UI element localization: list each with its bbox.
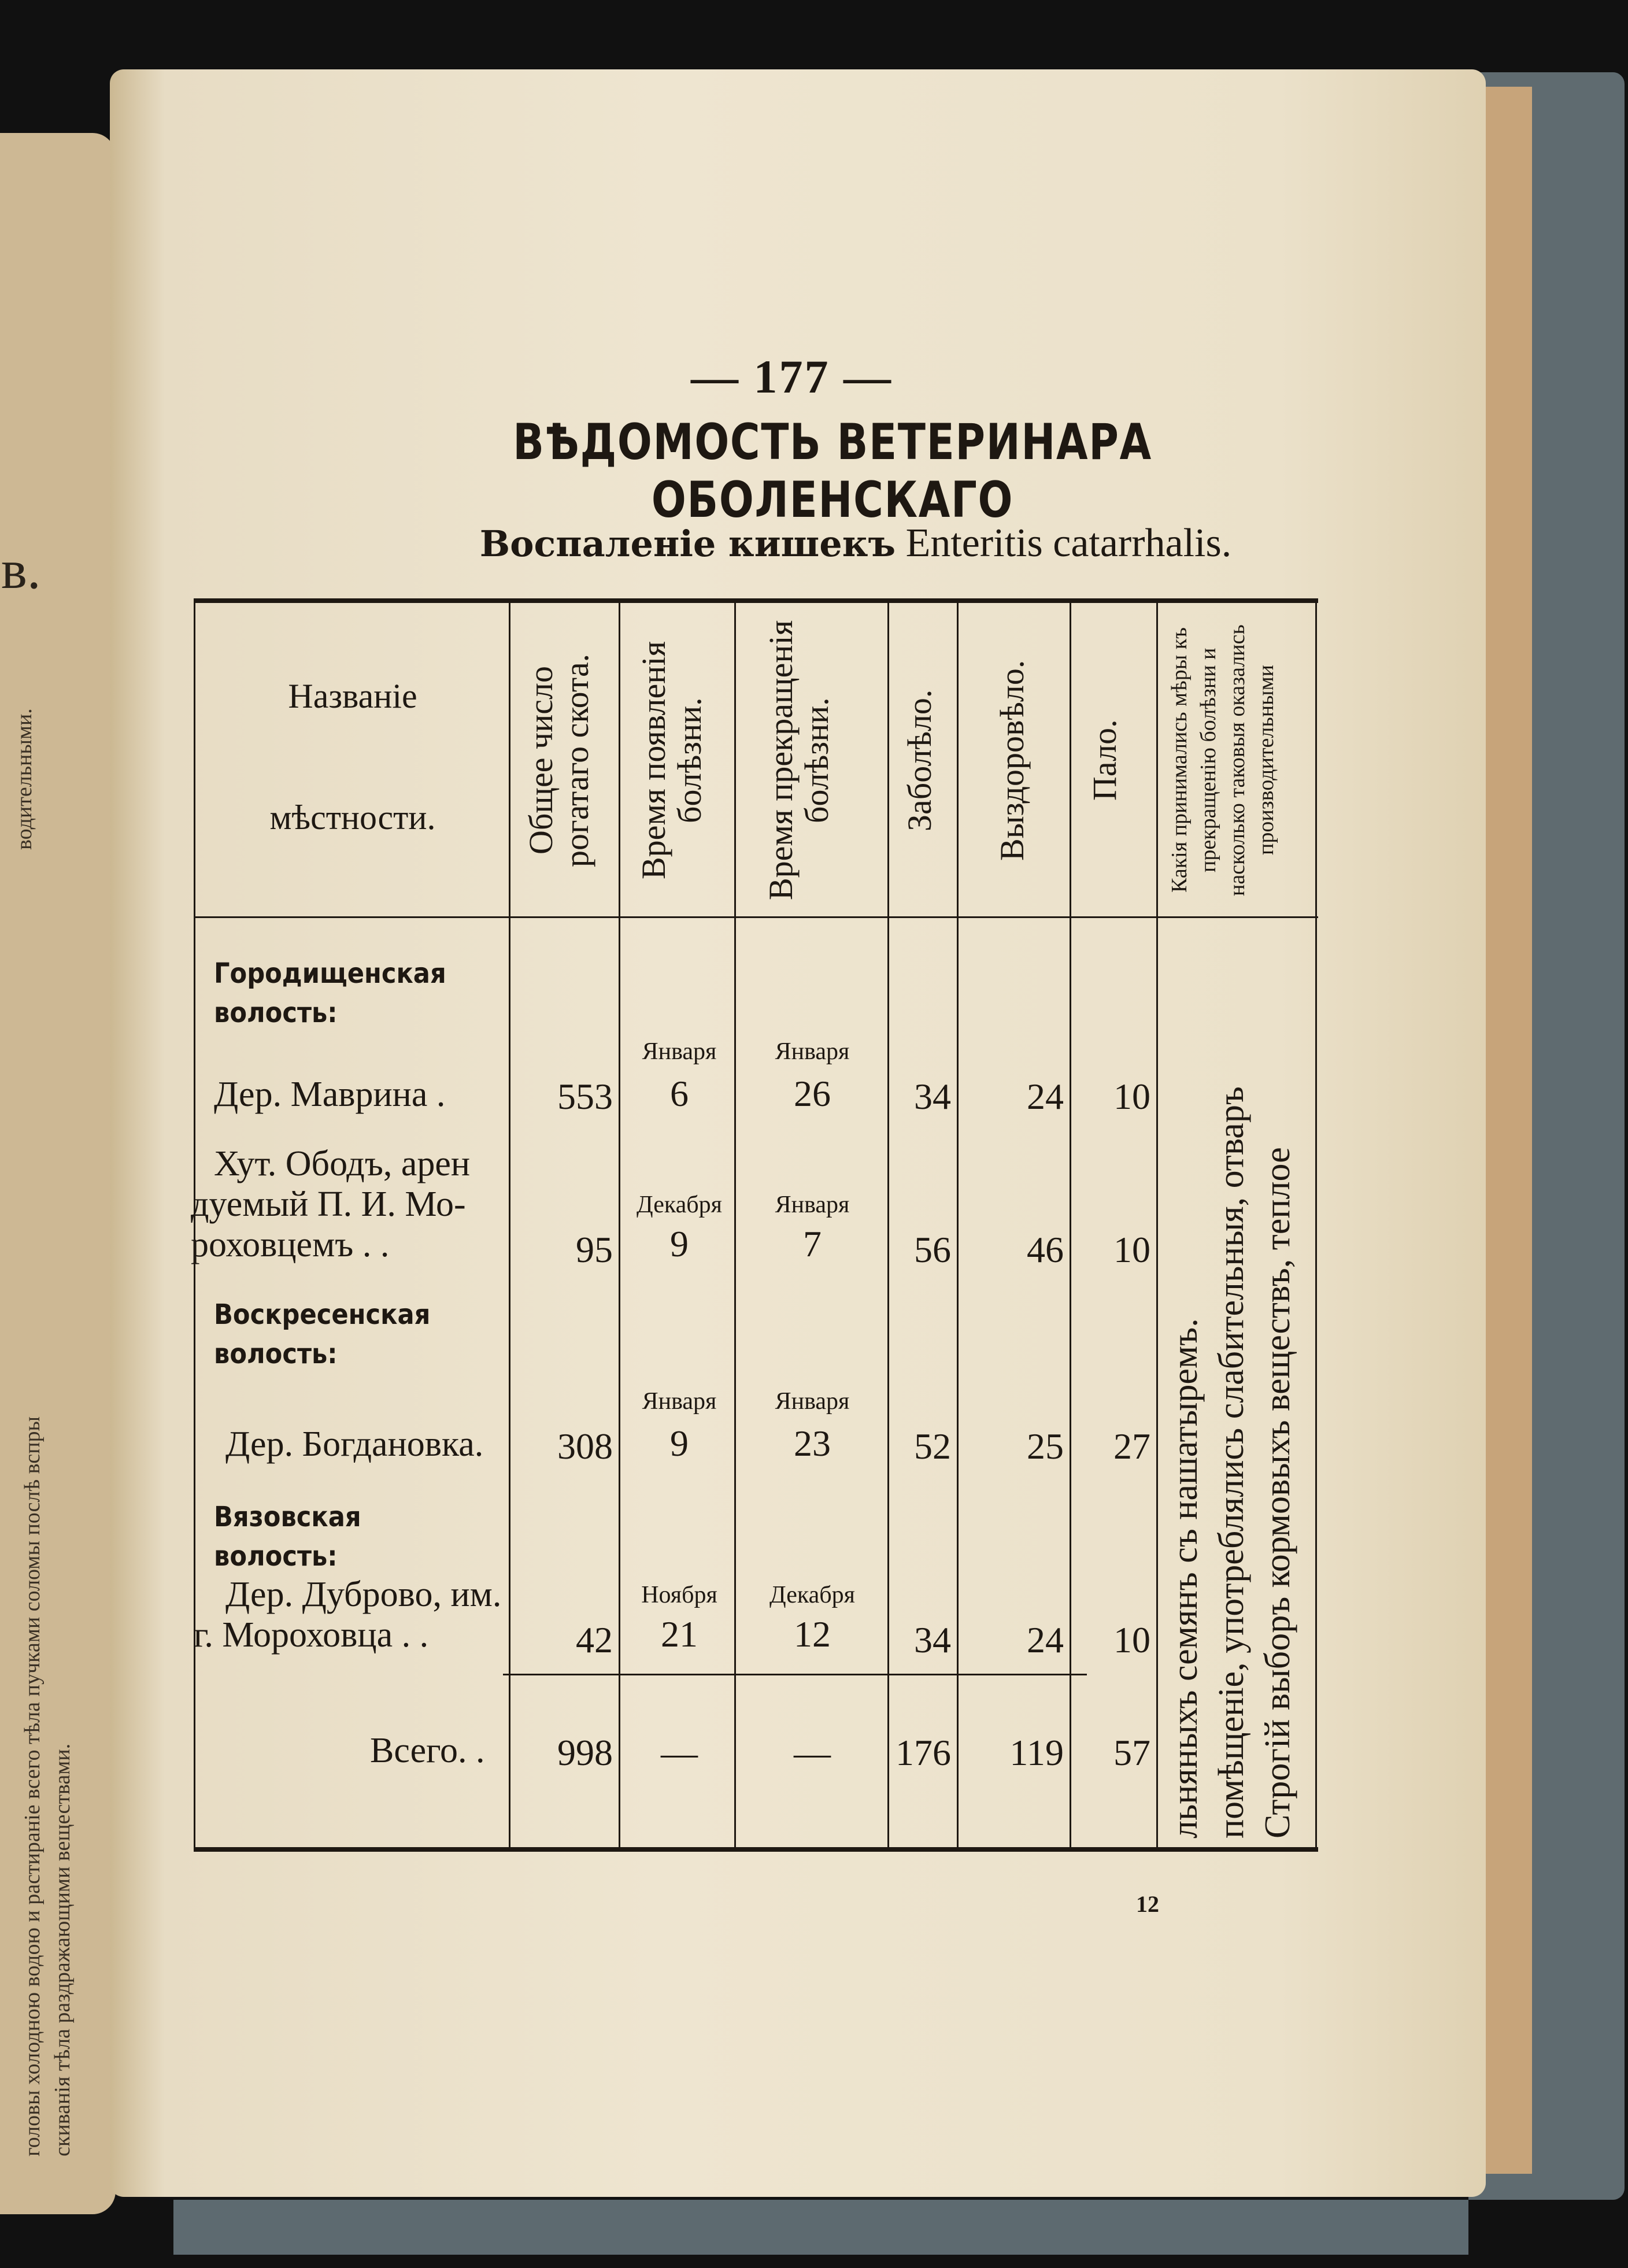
cell-cease-month: Января [775, 1388, 850, 1415]
subtitle-russian: Воспаленiе кишекъ [479, 523, 896, 565]
total-died: 57 [1113, 1732, 1150, 1773]
table-right-border [1315, 598, 1317, 1850]
col-divider-7 [1156, 601, 1158, 1850]
total-cattle: 998 [557, 1732, 613, 1773]
cell-appear-month: Декабря [637, 1192, 722, 1218]
place-name: Дер. Дуброво, им. [225, 1575, 502, 1614]
place-name: роховцемъ . . [191, 1225, 390, 1264]
header-name-line1: Названiе [288, 677, 417, 715]
page-title: ВѢДОМОСТЬ ВЕТЕРИНАРА ОБОЛЕНСКАГО [513, 413, 1152, 529]
table-header-rule [194, 916, 1318, 918]
col-divider-6 [1070, 601, 1071, 1850]
cell-cease-month: Января [775, 1038, 850, 1065]
measures-cell [1162, 937, 1312, 1838]
cell-total: 308 [557, 1426, 613, 1467]
book-cover-bottom [173, 2200, 1468, 2255]
header-cessation: Время прекращенiя болѣзни. [762, 620, 835, 901]
page-number: — 177 — [691, 350, 893, 403]
left-page-text [17, 740, 81, 2156]
subtitle-latin: Enteritis catarrhalis. [905, 521, 1232, 565]
header-total-cattle: Общее число рогатаго скота. [522, 653, 595, 867]
header-measures: Какiя принимались мѣры къ прекращенiю болѣзни и насколько таковыя оказались производительными [1167, 624, 1278, 896]
cell-recovered: 24 [1027, 1076, 1064, 1117]
cell-died: 10 [1113, 1076, 1150, 1117]
col-divider-5 [957, 601, 959, 1850]
place-name: г. Мороховца . . [194, 1615, 429, 1655]
cell-cease-day: 12 [794, 1614, 831, 1655]
left-page-fragment [0, 133, 116, 2214]
col-divider-2 [619, 601, 620, 1850]
header-appearance: Время появленiя болѣзни. [635, 641, 708, 880]
cell-total: 553 [557, 1076, 613, 1117]
total-label: Всего. . [370, 1731, 485, 1770]
place-name: Дер. Маврина . [214, 1075, 446, 1114]
total-cease: — [794, 1732, 831, 1773]
cell-sick: 56 [914, 1229, 951, 1270]
col-divider-4 [887, 601, 889, 1850]
page-subtitle [451, 520, 1260, 567]
cell-appear-day: 9 [670, 1423, 689, 1464]
measures-line-2: помѣщенiе, употреблялись слабительныя, отваръ [1212, 1086, 1251, 1838]
place-name: Дер. Богдановка. [225, 1425, 484, 1464]
cell-cease-day: 26 [794, 1073, 831, 1114]
cell-recovered: 46 [1027, 1229, 1064, 1270]
table-top-rule [194, 598, 1318, 603]
cell-died: 10 [1113, 1619, 1150, 1660]
cell-cease-day: 23 [794, 1423, 831, 1464]
cell-appear-month: Января [642, 1388, 717, 1415]
cell-sick: 52 [914, 1426, 951, 1467]
cell-recovered: 25 [1027, 1426, 1064, 1467]
cell-appear-day: 21 [661, 1614, 698, 1655]
cell-appear-day: 9 [670, 1223, 689, 1264]
volost-heading: Воскресенская волость: [214, 1298, 431, 1370]
total-recovered: 119 [1009, 1732, 1064, 1773]
cell-cease-day: 7 [803, 1223, 822, 1264]
col-divider-1 [509, 601, 510, 1850]
left-page-line-1: головы холодною водою и растиранiе всего тѣла пучками соломы послѣ вспры [20, 1416, 45, 2156]
measures-line-3: льняныхъ семянъ съ нашатыремъ. [1166, 1318, 1205, 1838]
cell-sick: 34 [914, 1076, 951, 1117]
measures-line-1: Строгiй выборъ кормовыхъ веществъ, теплое [1258, 1147, 1297, 1838]
total-sick: 176 [896, 1732, 951, 1773]
volost-heading: Вязовская волость: [214, 1501, 361, 1573]
table-total-rule [503, 1674, 1087, 1675]
cell-cease-month: Декабря [769, 1582, 855, 1608]
header-name-line2: мѣстности. [269, 798, 436, 837]
header-sick: Заболѣло. [901, 689, 938, 831]
cell-total: 42 [576, 1619, 613, 1660]
cell-appear-month: Января [642, 1038, 717, 1065]
left-page-line-2: скиванiя тѣла раздражающими веществами. [50, 1743, 75, 2156]
place-name: дуемый П. И. Мо- [191, 1185, 466, 1224]
cell-died: 10 [1113, 1229, 1150, 1270]
place-name: Хут. Ободъ, арен [214, 1144, 471, 1183]
cell-sick: 34 [914, 1619, 951, 1660]
cell-died: 27 [1113, 1426, 1150, 1467]
header-died: Пало. [1086, 719, 1123, 801]
header-recovered: Выздоровѣло. [993, 660, 1031, 861]
cell-recovered: 24 [1027, 1619, 1064, 1660]
cell-cease-month: Января [775, 1192, 850, 1218]
cell-total: 95 [576, 1229, 613, 1270]
left-page-side-word: водительными. [12, 708, 36, 850]
cell-appear-month: Ноября [641, 1582, 717, 1608]
book-cover-strip [1480, 87, 1532, 2174]
table-left-border [194, 598, 195, 1850]
volost-heading: Городищенская волость: [214, 957, 446, 1029]
signature-mark: 12 [1136, 1891, 1159, 1917]
cell-appear-day: 6 [670, 1073, 689, 1114]
table-bottom-rule [194, 1847, 1318, 1852]
total-appear: — [661, 1732, 698, 1773]
left-page-edge-letter: в. [1, 539, 41, 600]
